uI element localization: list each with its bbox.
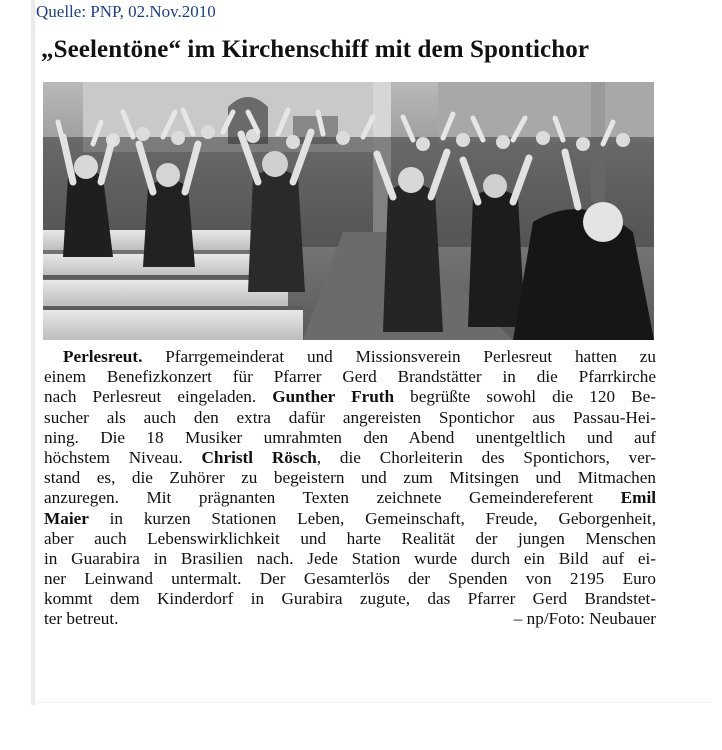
headline: „Seelentöne“ im Kirchenschiff mit dem Spontichor	[41, 36, 590, 63]
article-line: ter betreut. – np/Foto: Neubauer	[44, 609, 656, 629]
article-body	[44, 347, 656, 630]
person-name: Maier	[44, 508, 89, 528]
article-line: einem Benefizkonzert für Pfarrer Gerd Brandstätter in die Pfarrkirche	[44, 367, 656, 387]
article-line: Perlesreut. Pfarrgemeinderat und Missionsverein Perlesreut hatten zu	[63, 347, 656, 366]
dateline: Perlesreut.	[63, 347, 143, 366]
article-photo	[43, 82, 654, 340]
article-line: Maier in kurzen Stationen Leben, Gemeinschaft, Freude, Geborgenheit,	[44, 508, 656, 528]
person-name: Emil	[620, 488, 656, 508]
article-line: ner Leinwand untermalt. Der Gesamterlös der Spenden von 2195 Euro	[44, 569, 656, 589]
article-line: kommt dem Kinderdorf in Gurabira zugute, das Pfarrer Gerd Brandstet-	[44, 589, 656, 609]
person-name: Christl Rösch	[201, 447, 317, 467]
article-line: ning. Die 18 Musiker umrahmten den Abend unentgeltlich und auf	[44, 427, 656, 447]
photo-church-audience	[43, 82, 654, 340]
person-name: Gunther Fruth	[272, 387, 395, 407]
article-line: nach Perlesreut eingeladen. Gunther Fruth begrüßte sowohl die 120 Be-	[44, 387, 656, 407]
scan-edge	[31, 0, 35, 705]
article-line: aber auch Lebenswirklichkeit und harte Realität der jungen Menschen	[44, 528, 656, 548]
article-line: stand es, die Zuhörer zu begeistern und zum Mitsingen und Mitmachen	[44, 468, 656, 488]
source-line: Quelle: PNP, 02.Nov.2010	[36, 2, 216, 21]
article-line: sucher als auch den extra dafür angereisten Spontichor aus Passau-Hei-	[44, 407, 656, 427]
photo-credit: – np/Foto: Neubauer	[513, 609, 656, 629]
article-line: in Guarabira in Brasilien nach. Jede Station wurde durch ein Bild auf ei-	[44, 548, 656, 568]
article-line: anzuregen. Mit prägnanten Texten zeichnete Gemeindereferent Emil	[44, 488, 656, 508]
article-line: höchstem Niveau. Christl Rösch, die Chorleiterin des Spontichors, ver-	[44, 447, 656, 467]
scan-bottom-edge	[31, 702, 711, 703]
